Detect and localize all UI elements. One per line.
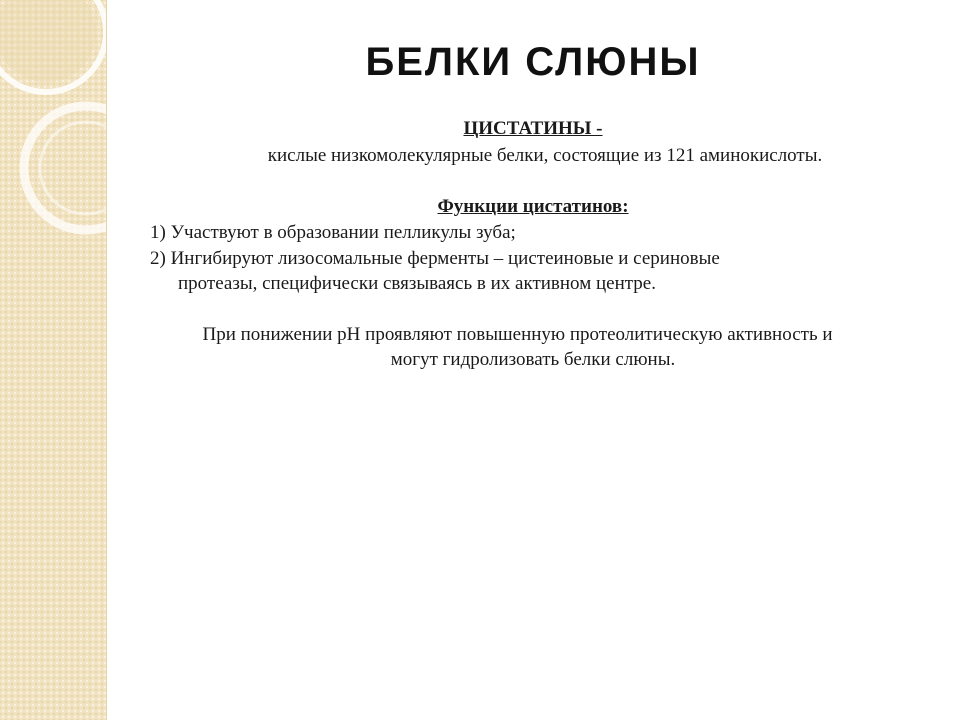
- ring-middle: [24, 106, 106, 230]
- note-line-1: При понижении рН проявляют повышенную протеолитическую активность и: [202, 324, 833, 345]
- function-item-2-continued: протеазы, специфически связываясь в их активном центре.: [178, 273, 656, 294]
- function-item-2: 2) Ингибируют лизосомальные ферменты – цистеиновые и сериновые: [150, 248, 720, 269]
- cystatins-heading: ЦИСТАТИНЫ -: [463, 118, 603, 139]
- note-line-2: могут гидролизовать белки слюны.: [390, 349, 676, 370]
- cystatins-definition: кислые низкомолекулярные белки, состоящие из 121 аминокислоты.: [267, 145, 823, 166]
- ring-middle-inner: [40, 122, 106, 214]
- decorative-sidebar: [0, 0, 107, 720]
- ring-top-fill: [0, 0, 96, 82]
- functions-heading: Функции цистатинов:: [437, 196, 629, 217]
- function-item-1: 1) Участвуют в образовании пелликулы зуба;: [150, 222, 516, 243]
- page-title: БЕЛКИ СЛЮНЫ: [365, 40, 701, 84]
- decorative-rings: [0, 0, 106, 720]
